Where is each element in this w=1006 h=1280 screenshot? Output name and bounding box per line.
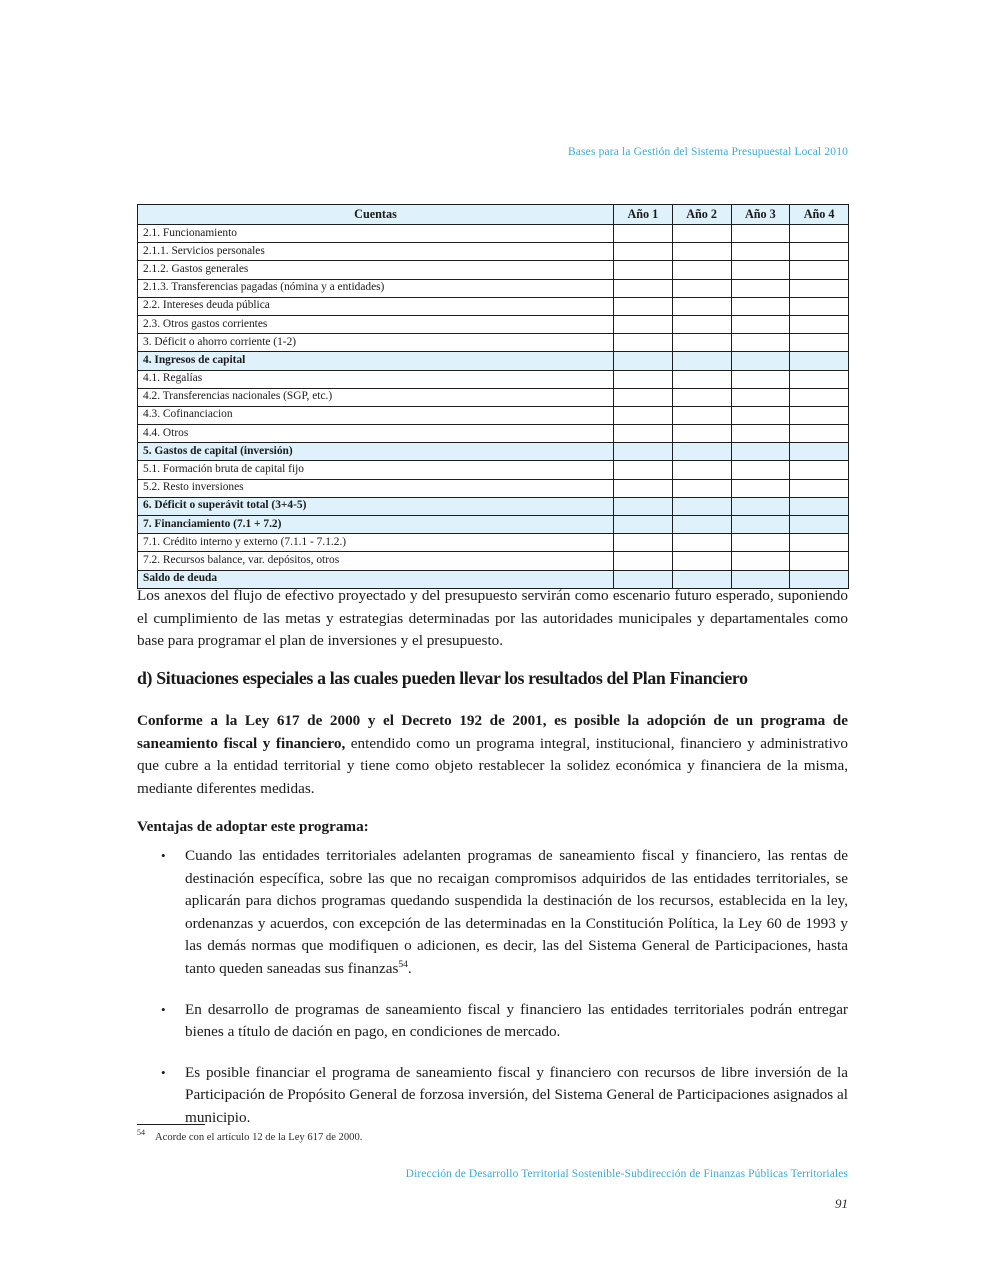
- table-row: [138, 297, 849, 315]
- table-cell-ano-2[interactable]: [672, 352, 731, 370]
- column-header-ano-1: Año 1: [614, 205, 673, 225]
- table-row-label: 7.2. Recursos balance, var. depósitos, otros: [138, 552, 614, 570]
- table-row-label: 2.2. Intereses deuda pública: [138, 297, 614, 315]
- table-cell-ano-2[interactable]: [672, 461, 731, 479]
- column-header-cuentas: Cuentas: [138, 205, 614, 225]
- table-cell-ano-2[interactable]: [672, 388, 731, 406]
- table-body: [138, 225, 849, 589]
- table-cell-ano-4[interactable]: [790, 516, 849, 534]
- table-row: [138, 443, 849, 461]
- table-cell-ano-1[interactable]: [614, 497, 673, 515]
- table-cell-ano-2[interactable]: [672, 479, 731, 497]
- table-cell-ano-2[interactable]: [672, 552, 731, 570]
- table-cell-ano-2[interactable]: [672, 315, 731, 333]
- table-row: [138, 334, 849, 352]
- table-cell-ano-3[interactable]: [731, 497, 790, 515]
- table-cell-ano-2[interactable]: [672, 497, 731, 515]
- table-cell-ano-3[interactable]: [731, 406, 790, 424]
- footnote-reference[interactable]: 54: [398, 959, 408, 970]
- bullet-item: [137, 845, 848, 981]
- table-row-label: 5. Gastos de capital (inversión): [138, 443, 614, 461]
- table-cell-ano-1[interactable]: [614, 534, 673, 552]
- table-row-label: 7.1. Crédito interno y externo (7.1.1 - 7.1.2.): [138, 534, 614, 552]
- bullet-marker-icon: •: [161, 1001, 166, 1017]
- table-row-label: 2.1. Funcionamiento: [138, 225, 614, 243]
- bullet-text: Es posible financiar el programa de saneamiento fiscal y financiero con recursos de libre inversión de la Participación de Propósito General de forzosa inversión, del Sistema General de Participaciones asignados al municipio.: [185, 1063, 848, 1126]
- table-cell-ano-2[interactable]: [672, 243, 731, 261]
- table-cell-ano-4[interactable]: [790, 479, 849, 497]
- table-cell-ano-3[interactable]: [731, 243, 790, 261]
- table-cell-ano-1[interactable]: [614, 443, 673, 461]
- table-row: [138, 370, 849, 388]
- column-header-ano-4: Año 4: [790, 205, 849, 225]
- table-cell-ano-1[interactable]: [614, 461, 673, 479]
- conforme-paragraph: [137, 710, 848, 800]
- table-row: [138, 261, 849, 279]
- table-row: [138, 352, 849, 370]
- table-row-label: 2.1.2. Gastos generales: [138, 261, 614, 279]
- table-row: [138, 225, 849, 243]
- column-header-ano-2: Año 2: [672, 205, 731, 225]
- table-cell-ano-3[interactable]: [731, 461, 790, 479]
- table-cell-ano-3[interactable]: [731, 315, 790, 333]
- table-header-row: [138, 205, 849, 225]
- table-row-label: 4.4. Otros: [138, 425, 614, 443]
- table-cell-ano-2[interactable]: [672, 370, 731, 388]
- bullet-item: [137, 1062, 848, 1130]
- table-cell-ano-4[interactable]: [790, 497, 849, 515]
- table-row-label: 6. Déficit o superávit total (3+4-5): [138, 497, 614, 515]
- table-cell-ano-2[interactable]: [672, 425, 731, 443]
- table-row: [138, 497, 849, 515]
- running-head: Bases para la Gestión del Sistema Presupuestal Local 2010: [567, 146, 848, 158]
- table-cell-ano-4[interactable]: [790, 461, 849, 479]
- table-cell-ano-4[interactable]: [790, 279, 849, 297]
- bullet-marker-icon: •: [161, 1064, 166, 1080]
- table-cell-ano-3[interactable]: [731, 370, 790, 388]
- table-row-label: 2.1.3. Transferencias pagadas (nómina y a entidades): [138, 279, 614, 297]
- table-cell-ano-3[interactable]: [731, 534, 790, 552]
- column-header-ano-3: Año 3: [731, 205, 790, 225]
- table-row-label: 3. Déficit o ahorro corriente (1-2): [138, 334, 614, 352]
- table-cell-ano-1[interactable]: [614, 370, 673, 388]
- table-cell-ano-2[interactable]: [672, 443, 731, 461]
- table-cell-ano-4[interactable]: [790, 425, 849, 443]
- bullet-text: En desarrollo de programas de saneamiento fiscal y financiero las entidades territoriales podrán entregar bienes a título de dación en pago, en condiciones de mercado.: [185, 1000, 848, 1041]
- table-cell-ano-1[interactable]: [614, 261, 673, 279]
- table-row: [138, 552, 849, 570]
- table-cell-ano-2[interactable]: [672, 297, 731, 315]
- table-cell-ano-4[interactable]: [790, 334, 849, 352]
- table-row-label: Saldo de deuda: [138, 570, 614, 588]
- table-cell-ano-4[interactable]: [790, 370, 849, 388]
- table-row: [138, 388, 849, 406]
- conforme-rest-text: entendido como un programa integral, institucional, financiero y administrativo que cubre a la entidad territorial y tiene como objeto restablecer la solidez económica y financiera de la misma, mediante diferentes medidas.: [137, 734, 848, 797]
- conforme-bold-text: Conforme a la Ley 617 de 2000 y el Decreto 192 de 2001, es posible la adopción de un programa de saneamiento fiscal y financiero,: [137, 712, 848, 752]
- bullet-marker-icon: •: [161, 848, 166, 863]
- table-row-label: 7. Financiamiento (7.1 + 7.2): [138, 516, 614, 534]
- table-cell-ano-1[interactable]: [614, 297, 673, 315]
- table-cell-ano-4[interactable]: [790, 261, 849, 279]
- table-cell-ano-4[interactable]: [790, 243, 849, 261]
- table-cell-ano-3[interactable]: [731, 297, 790, 315]
- table-row: [138, 479, 849, 497]
- section-heading: d) Situaciones especiales a las cuales pueden llevar los resultados del Plan Financiero: [137, 668, 748, 688]
- table-cell-ano-1[interactable]: [614, 315, 673, 333]
- ventajas-lead-in: Ventajas de adoptar este programa:: [137, 818, 369, 835]
- table-cell-ano-4[interactable]: [790, 406, 849, 424]
- table-cell-ano-4[interactable]: [790, 552, 849, 570]
- bullet-item: [137, 999, 848, 1044]
- table-cell-ano-1[interactable]: [614, 516, 673, 534]
- table-row-label: 4. Ingresos de capital: [138, 352, 614, 370]
- financial-plan-table: [137, 204, 849, 589]
- table-row: [138, 279, 849, 297]
- advantages-bullet-list: [137, 845, 848, 1130]
- table-cell-ano-1[interactable]: [614, 552, 673, 570]
- table-cell-ano-3[interactable]: [731, 334, 790, 352]
- table-row-label: 2.3. Otros gastos corrientes: [138, 315, 614, 333]
- table-cell-ano-1[interactable]: [614, 225, 673, 243]
- bullet-trailing-punctuation: .: [407, 959, 412, 977]
- table-row-label: 4.3. Cofinanciacion: [138, 406, 614, 424]
- page-number: 91: [835, 1196, 848, 1211]
- table-cell-ano-4[interactable]: [790, 388, 849, 406]
- table-cell-ano-1[interactable]: [614, 243, 673, 261]
- table-cell-ano-4[interactable]: [790, 225, 849, 243]
- table-cell-ano-3[interactable]: [731, 388, 790, 406]
- table-cell-ano-2[interactable]: [672, 516, 731, 534]
- table-row: [138, 516, 849, 534]
- table-cell-ano-3[interactable]: [731, 279, 790, 297]
- table-row-label: 5.1. Formación bruta de capital fijo: [138, 461, 614, 479]
- table-cell-ano-1[interactable]: [614, 479, 673, 497]
- bullet-text: Cuando las entidades territoriales adelanten programas de saneamiento fiscal y financiero, las rentas de destinación específica, sobre las que no recaigan compromisos adquiridos de las entidades territoriales, se aplicarán para dichos programas quedando suspendida la destinación de los recursos, establecida en la ley, ordenanzas y acuerdos, con excepción de las determinadas en la Constitución Política, la Ley 60 de 1993 y las demás normas que modifiquen o adicionen, es decir, las del Sistema General de Participaciones, hasta tanto queden saneadas sus finanzas: [185, 847, 848, 977]
- table-row-label: 5.2. Resto inversiones: [138, 479, 614, 497]
- table-cell-ano-1[interactable]: [614, 388, 673, 406]
- table-cell-ano-4[interactable]: [790, 352, 849, 370]
- footnote-text: Acorde con el artículo 12 de la Ley 617 de 2000.: [155, 1132, 363, 1143]
- table-header: [138, 205, 849, 225]
- intro-paragraph: Los anexos del flujo de efectivo proyectado y del presupuesto servirán como escenario futuro esperado, suponiendo el cumplimiento de las metas y estrategias determinadas por las autoridades municipales y departamentales como base para programar el plan de inversiones y el presupuesto.: [137, 587, 848, 650]
- table-cell-ano-2[interactable]: [672, 534, 731, 552]
- table-cell-ano-1[interactable]: [614, 352, 673, 370]
- table-cell-ano-3[interactable]: [731, 443, 790, 461]
- table-row: [138, 461, 849, 479]
- table-cell-ano-3[interactable]: [731, 479, 790, 497]
- table-cell-ano-4[interactable]: [790, 315, 849, 333]
- table-cell-ano-4[interactable]: [790, 297, 849, 315]
- table-cell-ano-3[interactable]: [731, 261, 790, 279]
- table-cell-ano-3[interactable]: [731, 425, 790, 443]
- table-cell-ano-3[interactable]: [731, 225, 790, 243]
- table-cell-ano-2[interactable]: [672, 406, 731, 424]
- table-cell-ano-4[interactable]: [790, 534, 849, 552]
- table-row-label: 4.1. Regalías: [138, 370, 614, 388]
- table-row: [138, 315, 849, 333]
- table-row-label: 4.2. Transferencias nacionales (SGP, etc.): [138, 388, 614, 406]
- footnote: 54 Acorde con el artículo 12 de la Ley 617 de 2000.: [137, 1128, 363, 1143]
- table-cell-ano-4[interactable]: [790, 443, 849, 461]
- table-cell-ano-3[interactable]: [731, 516, 790, 534]
- table-row: [138, 534, 849, 552]
- table-cell-ano-1[interactable]: [614, 334, 673, 352]
- table-row: [138, 243, 849, 261]
- table-cell-ano-1[interactable]: [614, 406, 673, 424]
- footer-text: Dirección de Desarrollo Territorial Sostenible-Subdirección de Finanzas Públicas Territoriales: [405, 1168, 848, 1180]
- table-row: [138, 406, 849, 424]
- table-row: [138, 425, 849, 443]
- table-cell-ano-2[interactable]: [672, 225, 731, 243]
- table-cell-ano-1[interactable]: [614, 279, 673, 297]
- table-row-label: 2.1.1. Servicios personales: [138, 243, 614, 261]
- table-cell-ano-2[interactable]: [672, 279, 731, 297]
- table-cell-ano-1[interactable]: [614, 425, 673, 443]
- table-cell-ano-2[interactable]: [672, 261, 731, 279]
- table-cell-ano-3[interactable]: [731, 352, 790, 370]
- footnote-separator-rule: [137, 1124, 205, 1125]
- table-cell-ano-2[interactable]: [672, 334, 731, 352]
- table-cell-ano-3[interactable]: [731, 552, 790, 570]
